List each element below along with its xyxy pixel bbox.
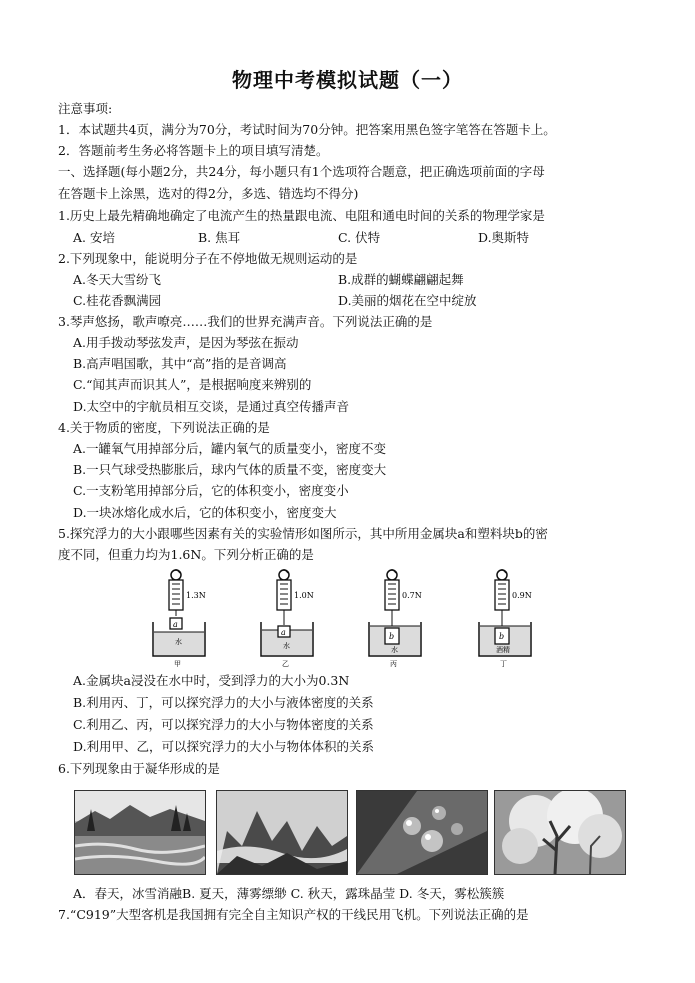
- reading-ding: 0.9N: [512, 591, 532, 600]
- liquid-label-jia: 水: [175, 638, 182, 646]
- q1-option-a: A. 安培: [73, 230, 115, 245]
- q3-option-b: B.高声唱国歌，其中“高”指的是音调高: [73, 356, 287, 371]
- liquid-label-ding: 酒精: [496, 646, 510, 654]
- q2-option-c: C.桂花香飘满园: [73, 293, 162, 308]
- q4-option-b: B.一只气球受热膨胀后，球内气体的质量不变，密度变大: [73, 462, 387, 477]
- q5-stem-line1: 5.探究浮力的大小跟哪些因素有关的实验情形如图所示，其中所用金属块a和塑料块b的密: [58, 526, 548, 541]
- q2-stem: 2.下列现象中，能说明分子在不停地做无规则运动的是: [58, 251, 358, 266]
- q2-option-d: D.美丽的烟花在空中绽放: [338, 293, 477, 308]
- q5-stem-line2: 度不同，但重力均为1.6N。下列分析正确的是: [58, 547, 314, 562]
- liquid-label-yi: 水: [283, 642, 290, 650]
- q1-option-b: B. 焦耳: [198, 230, 241, 245]
- notice-item-2: 2．答题前考生务必将答题卡上的项目填写清楚。: [58, 143, 329, 158]
- q3-option-a: A.用手拨动琴弦发声，是因为琴弦在振动: [73, 335, 299, 350]
- q5-option-b: B.利用丙、丁，可以探究浮力的大小与液体密度的关系: [73, 695, 374, 710]
- q1-stem: 1.历史上最先精确地确定了电流产生的热量跟电流、电阻和通电时间的关系的物理学家是: [58, 208, 545, 223]
- q5-option-c: C.利用乙、丙，可以探究浮力的大小与物体密度的关系: [73, 717, 374, 732]
- fig-label-bing: 丙: [390, 660, 397, 668]
- block-label-jia: a: [173, 620, 178, 629]
- reading-bing: 0.7N: [402, 591, 422, 600]
- q5-option-d: D.利用甲、乙，可以探究浮力的大小与物体体积的关系: [73, 739, 375, 754]
- photo-autumn-dew: [356, 790, 488, 875]
- q7-stem: 7.“C919”大型客机是我国拥有完全自主知识产权的干线民用飞机。下列说法正确的是: [58, 907, 529, 922]
- figure-ding: [476, 568, 556, 668]
- liquid-label-bing: 水: [391, 646, 398, 654]
- photo-summer-mist: [216, 790, 348, 875]
- fig-label-jia: 甲: [174, 660, 181, 668]
- q4-option-c: C.一支粉笔用掉部分后，它的体积变小，密度变小: [73, 483, 349, 498]
- reading-jia: 1.3N: [186, 591, 206, 600]
- fig-label-ding: 丁: [500, 660, 507, 668]
- figure-yi: [258, 568, 338, 668]
- q6-stem: 6.下列现象由于凝华形成的是: [58, 761, 220, 776]
- q2-option-b: B.成群的蝴蝶翩翩起舞: [338, 272, 464, 287]
- q5-option-a: A.金属块a浸没在水中时，受到浮力的大小为0.3N: [73, 673, 350, 688]
- block-label-ding: b: [499, 632, 505, 641]
- photo-winter-rime: [494, 790, 626, 875]
- q4-option-a: A.一罐氧气用掉部分后，罐内氧气的质量变小，密度不变: [73, 441, 387, 456]
- q3-option-c: C.“闻其声而识其人”，是根据响度来辨别的: [73, 377, 312, 392]
- section-heading-line2: 在答题卡上涂黑，选对的得2分，多选、错选均不得分): [58, 186, 359, 201]
- q2-option-a: A.冬天大雪纷飞: [73, 272, 162, 287]
- block-label-bing: b: [389, 632, 395, 641]
- q4-option-d: D.一块冰熔化成水后，它的体积变小，密度变大: [73, 505, 337, 520]
- q1-option-d: D.奥斯特: [478, 230, 530, 245]
- q1-option-c: C. 伏特: [338, 230, 381, 245]
- q6-options: A．春天，冰雪消融B. 夏天，薄雾缥缈 C. 秋天，露珠晶莹 D. 冬天，雾松簇簇: [73, 886, 505, 901]
- section-heading-line1: 一、选择题(每小题2分，共24分，每小题只有1个选项符合题意，把正确选项前面的字母: [58, 164, 545, 179]
- notice-heading: 注意事项:: [58, 101, 113, 116]
- page-title: 物理中考模拟试题（一）: [232, 68, 463, 92]
- notice-item-1: 1．本试题共4页，满分为70分，考试时间为70分钟。把答案用黑色签字笔答在答题卡上。: [58, 122, 556, 137]
- q4-stem: 4.关于物质的密度，下列说法正确的是: [58, 420, 270, 435]
- fig-label-yi: 乙: [282, 660, 289, 668]
- q3-option-d: D.太空中的宇航员相互交谈，是通过真空传播声音: [73, 399, 350, 414]
- reading-yi: 1.0N: [294, 591, 314, 600]
- figure-bing: [366, 568, 446, 668]
- block-label-yi: a: [281, 628, 286, 637]
- figure-jia: [150, 568, 230, 668]
- q3-stem: 3.琴声悠扬，歌声嘹亮……我们的世界充满声音。下列说法正确的是: [58, 314, 433, 329]
- photo-spring-melting-snow: [74, 790, 206, 875]
